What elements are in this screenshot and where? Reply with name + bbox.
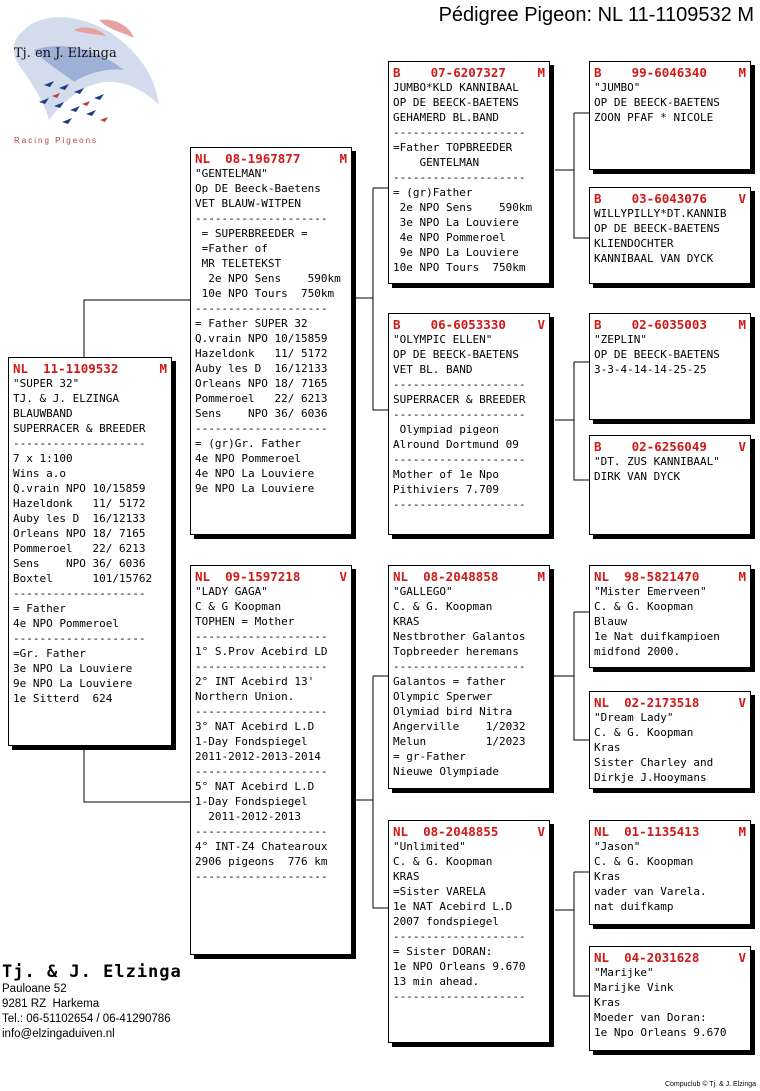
card-line: Q.vrain NPO 10/15859: [195, 332, 328, 345]
card-line: --------------------: [195, 212, 328, 225]
sex-marker: M: [339, 151, 347, 166]
pigeon-card-mother: [190, 565, 352, 955]
card-line: Sister Charley and: [594, 756, 714, 769]
sex-marker: V: [537, 317, 545, 332]
card-line: WILLYPILLY*DT.KANNIB: [594, 207, 727, 220]
card-line: Kras: [594, 996, 621, 1009]
card-lines: [195, 166, 347, 496]
card-line: 13 min ahead.: [393, 975, 480, 988]
card-line: --------------------: [393, 408, 526, 421]
card-line: "Unlimited": [393, 840, 466, 853]
breeder-info: [2, 962, 182, 1042]
card-line: MR TELETEKST: [195, 257, 282, 270]
card-line: Pommeroel 22/ 6213: [13, 542, 146, 555]
card-line: =Sister VARELA: [393, 885, 486, 898]
card-line: C. & G. Koopman: [393, 855, 493, 868]
card-line: 1e Sitterd 624: [13, 692, 113, 705]
card-line: 7 x 1:100: [13, 452, 73, 465]
card-line: KANNIBAAL VAN DYCK: [594, 252, 714, 265]
card-line: 10e NPO Tours 750km: [195, 287, 335, 300]
card-line: C & G Koopman: [195, 600, 282, 613]
card-line: "JUMBO": [594, 81, 641, 94]
card-line: Olympiad pigeon: [393, 423, 499, 436]
card-line: 2° INT Acebird 13': [195, 675, 315, 688]
card-line: 1-Day Fondspiegel: [195, 735, 308, 748]
card-line: SUPERRACER & BREEDER: [393, 393, 526, 406]
ring-number: B 99-6046340: [594, 65, 707, 80]
card-line: C. & G. Koopman: [393, 600, 493, 613]
ring-number: B 06-6053330: [393, 317, 506, 332]
card-line: = gr-Father: [393, 750, 466, 763]
card-line: Marijke Vink: [594, 981, 674, 994]
pigeon-card-father: [190, 147, 352, 535]
card-line: = (gr)Gr. Father: [195, 437, 301, 450]
card-line: vader van Varela.: [594, 885, 707, 898]
ring-number: NL 08-2048855: [393, 824, 499, 839]
pigeon-card-mmm: [589, 946, 751, 1051]
card-lines: [594, 965, 746, 1040]
breeder-name: Tj. & J. Elzinga: [2, 962, 182, 982]
card-line: Topbreeder heremans: [393, 645, 519, 658]
card-line: Auby les D 16/12133: [13, 512, 146, 525]
card-line: --------------------: [393, 930, 526, 943]
card-lines: [195, 584, 347, 884]
card-line: Hazeldonk 11/ 5172: [13, 497, 146, 510]
card-line: = (gr)Father: [393, 186, 473, 199]
pigeon-card-father-father: [388, 61, 550, 284]
card-line: Olymiad bird Nitra: [393, 705, 513, 718]
breeder-phone: Tel.: 06-51102654 / 06-41290786: [2, 1013, 171, 1025]
ring-number: B 02-6256049: [594, 439, 707, 454]
card-line: Kras: [594, 870, 621, 883]
card-line: DIRK VAN DYCK: [594, 470, 681, 483]
card-line: = SUPERBREEDER =: [195, 227, 308, 240]
sex-marker: V: [339, 569, 347, 584]
card-line: Kras: [594, 741, 621, 754]
pigeon-card-mother-father: [388, 565, 550, 789]
card-line: "Mister Emerveen": [594, 585, 707, 598]
card-line: Sens NPO 36/ 6036: [13, 557, 146, 570]
card-line: 3-3-4-14-14-25-25: [594, 363, 707, 376]
card-line: =Gr. Father: [13, 647, 86, 660]
card-line: 1e Npo Orleans 9.670: [594, 1026, 727, 1039]
card-lines: [594, 454, 746, 484]
card-line: --------------------: [393, 660, 526, 673]
pigeon-card-fmf: [589, 313, 751, 420]
card-line: 3° NAT Acebird L.D: [195, 720, 315, 733]
card-line: 9e NPO La Louviere: [393, 246, 519, 259]
card-line: 2e NPO Sens 590km: [195, 272, 341, 285]
card-line: --------------------: [195, 422, 328, 435]
card-line: 4° INT-Z4 Chatearoux: [195, 840, 328, 853]
ring-number: B 02-6035003: [594, 317, 707, 332]
page-title: Pédigree Pigeon: NL 11-1109532 M: [438, 4, 754, 26]
card-line: BLAUWBAND: [13, 407, 73, 420]
sex-marker: V: [738, 950, 746, 965]
ring-number: B 03-6043076: [594, 191, 707, 206]
card-line: 2906 pigeons 776 km: [195, 855, 328, 868]
card-line: 1e Nat duifkampioen: [594, 630, 720, 643]
card-lines: [393, 80, 545, 275]
card-line: 3e NPO La Louviere: [393, 216, 519, 229]
card-line: "DT. ZUS KANNIBAAL": [594, 455, 720, 468]
card-line: --------------------: [393, 171, 526, 184]
sex-marker: M: [537, 65, 545, 80]
card-line: "Dream Lady": [594, 711, 674, 724]
card-line: OP DE BEECK-BAETENS: [594, 348, 720, 361]
card-lines: [594, 80, 746, 125]
sex-marker: M: [738, 824, 746, 839]
card-line: 1-Day Fondspiegel: [195, 795, 308, 808]
card-line: nat duifkamp: [594, 900, 674, 913]
sex-marker: V: [738, 695, 746, 710]
card-line: GENTELMAN: [393, 156, 480, 169]
sex-marker: V: [738, 439, 746, 454]
card-line: 3e NPO La Louviere: [13, 662, 133, 675]
sex-marker: V: [738, 191, 746, 206]
card-line: "GENTELMAN": [195, 167, 268, 180]
card-line: Dirkje J.Hooymans: [594, 771, 707, 784]
card-line: C. & G. Koopman: [594, 855, 694, 868]
card-line: 9e NPO La Louviere: [195, 482, 315, 495]
card-line: 2007 fondspiegel: [393, 915, 499, 928]
card-line: OP DE BEECK-BAETENS: [393, 348, 519, 361]
card-line: --------------------: [393, 453, 526, 466]
card-line: KLIENDOCHTER: [594, 237, 674, 250]
card-lines: [594, 332, 746, 377]
card-line: Q.vrain NPO 10/15859: [13, 482, 146, 495]
pigeon-card-ffm: [589, 187, 751, 284]
card-line: 5° NAT Acebird L.D: [195, 780, 315, 793]
card-lines: [594, 839, 746, 914]
card-lines: [393, 332, 545, 512]
card-line: OP DE BEECK-BAETENS: [594, 222, 720, 235]
card-line: = Sister DORAN:: [393, 945, 493, 958]
card-line: JUMBO*KLD KANNIBAAL: [393, 81, 519, 94]
card-lines: [594, 206, 746, 266]
card-line: --------------------: [13, 632, 146, 645]
card-line: midfond 2000.: [594, 645, 681, 658]
card-line: 4e NPO La Louviere: [195, 467, 315, 480]
card-line: Mother of 1e Npo: [393, 468, 499, 481]
card-lines: [393, 839, 545, 1004]
card-line: C. & G. Koopman: [594, 726, 694, 739]
card-line: --------------------: [393, 378, 526, 391]
card-line: Nestbrother Galantos: [393, 630, 526, 643]
card-line: Orleans NPO 18/ 7165: [195, 377, 328, 390]
card-line: =Father TOPBREEDER: [393, 141, 513, 154]
card-line: --------------------: [393, 498, 526, 511]
card-line: TJ. & J. ELZINGA: [13, 392, 119, 405]
card-line: SUPERRACER & BREEDER: [13, 422, 146, 435]
card-line: =Father of: [195, 242, 268, 255]
card-line: Pommeroel 22/ 6213: [195, 392, 328, 405]
ring-number: NL 04-2031628: [594, 950, 700, 965]
card-line: C. & G. Koopman: [594, 600, 694, 613]
ring-number: NL 01-1135413: [594, 824, 700, 839]
card-line: "SUPER 32": [13, 377, 80, 390]
card-line: --------------------: [13, 437, 146, 450]
card-line: OP DE BEECK-BAETENS: [594, 96, 720, 109]
card-line: --------------------: [195, 660, 328, 673]
card-line: "Jason": [594, 840, 641, 853]
card-line: "Marijke": [594, 966, 654, 979]
card-line: 10e NPO Tours 750km: [393, 261, 526, 274]
card-line: KRAS: [393, 615, 420, 628]
breeder-email[interactable]: info@elzingaduiven.nl: [2, 1028, 115, 1040]
card-line: --------------------: [195, 705, 328, 718]
ring-number: B 07-6207327: [393, 65, 506, 80]
card-line: 4e NPO Pommeroel: [393, 231, 506, 244]
card-lines: [13, 376, 167, 706]
sex-marker: M: [159, 361, 167, 376]
card-line: Blauw: [594, 615, 628, 628]
pigeon-card-mfm: [589, 691, 751, 789]
card-line: ZOON PFAF * NICOLE: [594, 111, 714, 124]
pigeon-card-fmm: [589, 435, 751, 535]
card-line: GEHAMERD BL.BAND: [393, 111, 499, 124]
sex-marker: M: [738, 65, 746, 80]
card-line: TOPHEN = Mother: [195, 615, 295, 628]
sex-marker: V: [537, 824, 545, 839]
card-line: --------------------: [195, 302, 328, 315]
breeder-address: Pauloane 52: [2, 983, 67, 995]
card-line: 4e NPO Pommeroel: [13, 617, 119, 630]
sex-marker: M: [738, 317, 746, 332]
ring-number: NL 98-5821470: [594, 569, 700, 584]
sex-marker: M: [537, 569, 545, 584]
ring-number: NL 11-1109532: [13, 361, 119, 376]
card-line: --------------------: [195, 870, 328, 883]
card-line: 4e NPO Pommeroel: [195, 452, 301, 465]
pigeon-card-fff: [589, 61, 751, 170]
card-lines: [393, 584, 545, 779]
footer-credit: Compuclub © Tj. & J. Elzinga: [664, 1081, 756, 1088]
card-line: Wins a.o: [13, 467, 66, 480]
card-line: Melun 1/2023: [393, 735, 526, 748]
card-line: Moeder van Doran:: [594, 1011, 707, 1024]
card-lines: [594, 584, 746, 659]
ring-number: NL 08-2048858: [393, 569, 499, 584]
card-line: Angerville 1/2032: [393, 720, 526, 733]
logo-name: Tj. en J. Elzinga: [14, 46, 117, 61]
card-line: 1e NPO Orleans 9.670: [393, 960, 526, 973]
pigeon-card-mother-mother: [388, 820, 550, 1043]
ring-number: NL 09-1597218: [195, 569, 301, 584]
ring-number: NL 08-1967877: [195, 151, 301, 166]
card-line: Nieuwe Olympiade: [393, 765, 499, 778]
card-line: --------------------: [195, 630, 328, 643]
card-line: --------------------: [195, 765, 328, 778]
card-line: --------------------: [195, 825, 328, 838]
card-line: Hazeldonk 11/ 5172: [195, 347, 328, 360]
breeder-postcode: 9281 RZ Harkema: [2, 998, 100, 1010]
card-line: = Father SUPER 32: [195, 317, 308, 330]
card-line: = Father: [13, 602, 66, 615]
card-line: Alround Dortmund 09: [393, 438, 519, 451]
card-line: 1° S.Prov Acebird LD: [195, 645, 328, 658]
card-line: 9e NPO La Louviere: [13, 677, 133, 690]
pigeon-card-mff: [589, 565, 751, 668]
card-line: "GALLEGO": [393, 585, 453, 598]
card-line: Galantos = father: [393, 675, 506, 688]
card-line: KRAS: [393, 870, 420, 883]
card-line: VET BL. BAND: [393, 363, 473, 376]
pigeon-card-subject: [8, 357, 172, 746]
card-line: Boxtel 101/15762: [13, 572, 153, 585]
card-line: Op DE Beeck-Baetens: [195, 182, 321, 195]
ring-number: NL 02-2173518: [594, 695, 700, 710]
card-line: OP DE BEECK-BAETENS: [393, 96, 519, 109]
card-line: Auby les D 16/12133: [195, 362, 328, 375]
card-line: "ZEPLIN": [594, 333, 647, 346]
logo-subtitle: Racing Pigeons: [14, 136, 99, 145]
card-line: Olympic Sperwer: [393, 690, 493, 703]
card-lines: [594, 710, 746, 785]
card-line: 2011-2012-2013-2014: [195, 750, 321, 763]
card-line: --------------------: [13, 587, 146, 600]
card-line: Northern Union.: [195, 690, 295, 703]
pigeon-card-father-mother: [388, 313, 550, 535]
card-line: "OLYMPIC ELLEN": [393, 333, 493, 346]
card-line: 1e NAT Acebird L.D: [393, 900, 513, 913]
card-line: Sens NPO 36/ 6036: [195, 407, 328, 420]
sex-marker: M: [738, 569, 746, 584]
card-line: 2e NPO Sens 590km: [393, 201, 533, 214]
pigeon-card-mmf: [589, 820, 751, 925]
card-line: VET BLAUW-WITPEN: [195, 197, 301, 210]
card-line: --------------------: [393, 990, 526, 1003]
card-line: --------------------: [393, 126, 526, 139]
card-line: Orleans NPO 18/ 7165: [13, 527, 146, 540]
card-line: 2011-2012-2013: [195, 810, 301, 823]
card-line: Pithiviers 7.709: [393, 483, 499, 496]
card-line: "LADY GAGA": [195, 585, 268, 598]
